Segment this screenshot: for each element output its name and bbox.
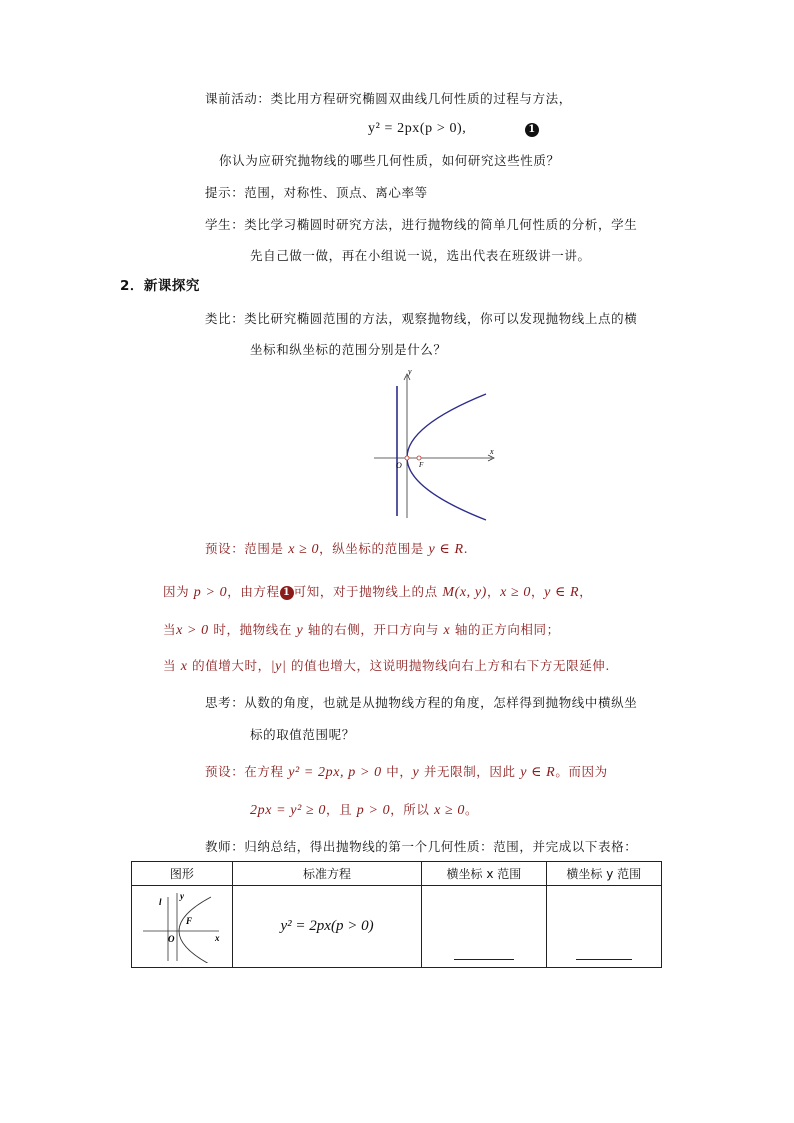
because-text-a: 因为	[163, 584, 194, 599]
think-text-2: 标的取值范围呢？	[250, 727, 355, 742]
circled-number-icon: 1	[525, 123, 539, 137]
because-text-e: ，	[530, 584, 545, 599]
presume-2-math-2: y	[412, 765, 420, 780]
presume-2-line-2	[250, 802, 478, 819]
presume-1-text-c: .	[463, 541, 469, 556]
student-text-2: 先自己做一做，再在小组说一说，选出代表在班级讲一讲。	[250, 248, 591, 263]
table-header-row	[132, 862, 662, 886]
x-axis-label: x	[490, 447, 494, 456]
when-math-1: x > 0	[176, 623, 209, 638]
section-heading	[120, 278, 200, 294]
presume-2-text-a: 预设：在方程	[205, 764, 289, 779]
activity-text: 课前活动：类比用方程研究椭圆双曲线几何性质的过程与方法，	[205, 91, 572, 106]
table-cell-y-range	[546, 886, 661, 968]
teacher-text: 教师：归纳总结，得出抛物线的第一个几何性质：范围，并完成以下表格：	[205, 839, 638, 854]
hint-text: 提示：范围，对称性、顶点、离心率等	[205, 185, 428, 200]
when-text-a: 时，抛物线在	[208, 622, 297, 637]
focus-point	[417, 456, 421, 460]
equation-marker	[525, 121, 539, 137]
table-cell-x-range	[422, 886, 546, 968]
as-math-1: x	[180, 659, 188, 674]
presume-2-text-g: 。	[464, 802, 479, 817]
presume-2-text-b: 中，	[381, 764, 413, 779]
y-axis-label: y	[408, 368, 412, 376]
table-cell-figure	[132, 886, 233, 968]
equation-1-text: y² = 2px(p > 0),	[368, 121, 467, 136]
presume-2-line-1	[205, 764, 608, 781]
presume-2-math-6: x ≥ 0	[434, 803, 465, 818]
think-text-1: 思考：从数的角度，也就是从抛物线方程的角度，怎样得到抛物线中横纵坐	[205, 695, 638, 710]
presume-1-math-2: y ∈ R	[428, 542, 464, 557]
mini-o-label: O	[167, 934, 175, 944]
because-math-4: y ∈ R	[544, 585, 580, 600]
when-line: 当x > 0 时，抛物线在 y 轴的右侧，开口方向与 x 轴的正方向相同；	[163, 622, 560, 638]
mini-f-label: F	[185, 916, 192, 926]
presume-1-text-b: ，纵坐标的范围是	[319, 541, 429, 556]
as-text-b: 的值增大时，	[187, 658, 271, 673]
x-range-blank	[454, 958, 514, 960]
mini-y-label: y	[179, 891, 184, 901]
origin-point	[405, 456, 409, 460]
presume-2-math-3: y ∈ R	[520, 765, 556, 780]
table-header-y-range: 横坐标 y 范围	[546, 862, 661, 886]
because-math-3: x ≥ 0	[500, 585, 531, 600]
as-text-a: 当	[163, 658, 181, 673]
because-text-d: ，	[486, 584, 501, 599]
because-math-2: M(x, y)	[442, 585, 487, 600]
as-text-c: 的值也增大，这说明抛物线向右上方和右下方无限延伸.	[286, 658, 610, 673]
section-number: 2．	[120, 278, 144, 294]
because-text-c: 可知，对于抛物线上的点	[293, 584, 443, 599]
presume-2-text-c: 并无限制，因此	[419, 764, 521, 779]
presume-1-text-a: 预设：范围是	[205, 541, 289, 556]
because-text-f: ，	[579, 584, 593, 599]
presume-2-text-f: ，所以	[390, 802, 435, 817]
mini-x-label: x	[214, 933, 220, 943]
section-title: 新课探究	[143, 278, 200, 294]
table-equation: y² = 2px(p > 0)	[280, 918, 374, 934]
table-header-figure: 图形	[132, 862, 233, 886]
table-header-x-range: 横坐标 x 范围	[422, 862, 546, 886]
when-text-c: 轴的正方向相同；	[450, 622, 560, 637]
because-text-b: ，由方程	[227, 584, 280, 599]
mini-l-label: l	[158, 897, 162, 907]
presume-2-text-d: 。而因为	[555, 764, 608, 779]
table-header-equation: 标准方程	[232, 862, 421, 886]
table-cell-equation	[232, 886, 421, 968]
mini-parabola-curve	[179, 897, 211, 963]
y-range-blank	[576, 958, 632, 960]
presume-1-math-1: x ≥ 0	[288, 542, 320, 557]
because-line	[163, 584, 592, 601]
parabola-figure	[370, 368, 500, 524]
question-text: 你认为应研究抛物线的哪些几何性质，如何研究这些性质？	[219, 153, 560, 168]
equation-1	[368, 121, 466, 137]
analogy-text-2: 坐标和纵坐标的范围分别是什么？	[250, 342, 447, 357]
when-math-2: y	[296, 623, 304, 638]
focus-label: F	[419, 461, 424, 469]
presume-2-math-5: p > 0	[356, 803, 391, 818]
presume-2-math-1: y² = 2px, p > 0	[288, 765, 382, 780]
presume-1	[205, 541, 468, 558]
properties-table	[131, 861, 662, 968]
because-math-1: p > 0	[193, 585, 228, 600]
circled-number-icon: 1	[280, 586, 294, 600]
presume-2-text-e: ，且	[325, 802, 357, 817]
presume-2-math-4: 2px = y² ≥ 0	[250, 803, 326, 818]
when-text-b: 轴的右侧，开口方向与	[303, 622, 444, 637]
mini-parabola-figure	[139, 887, 225, 963]
student-text-1: 学生：类比学习椭圆时研究方法，进行抛物线的简单几何性质的分析，学生	[205, 217, 638, 232]
as-math-2: |y|	[270, 659, 287, 674]
as-line	[163, 658, 610, 675]
when-math-3: x	[443, 623, 451, 638]
table-row	[132, 886, 662, 968]
origin-label: O	[396, 461, 402, 470]
analogy-text-1: 类比：类比研究椭圆范围的方法，观察抛物线，你可以发现抛物线上点的横	[205, 311, 638, 326]
